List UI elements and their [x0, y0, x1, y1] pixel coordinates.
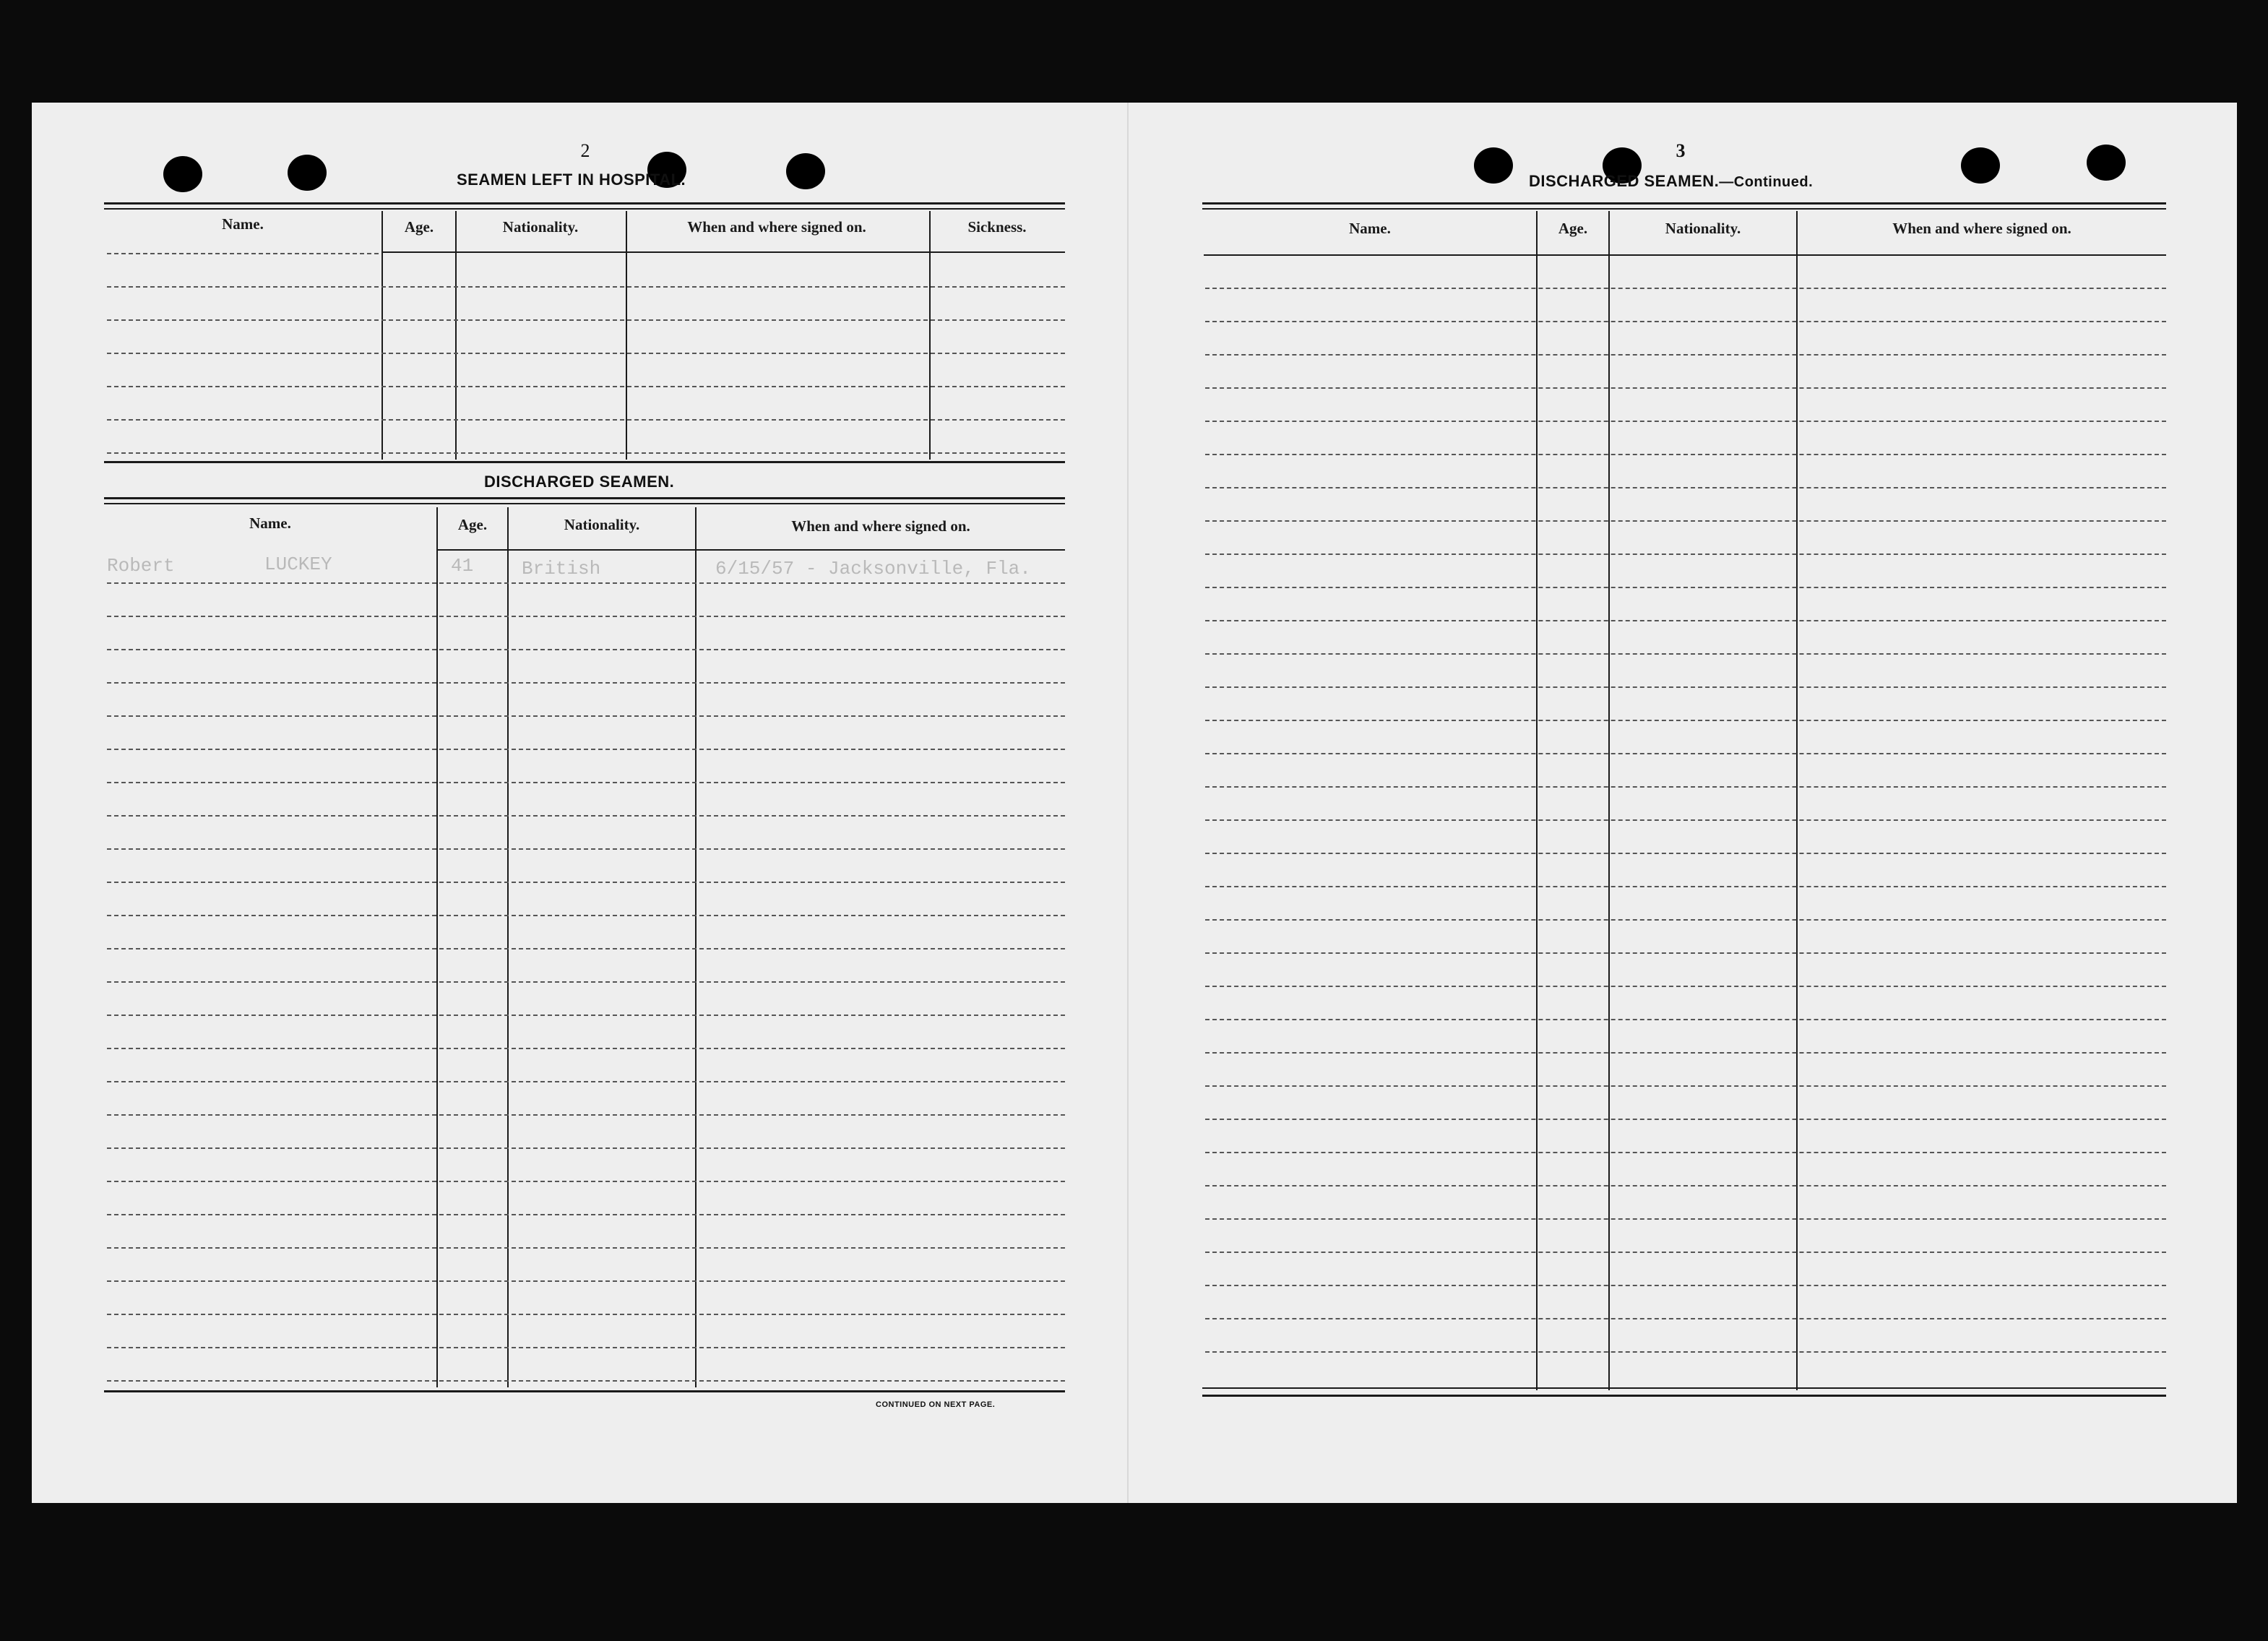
table-rule: [104, 497, 1065, 499]
right-section-title-suffix: —Continued.: [1719, 174, 1814, 190]
entry-line: [1205, 321, 2166, 322]
punch-hole: [1474, 147, 1513, 184]
column-header-nationality: Nationality.: [564, 516, 640, 533]
entry-line: [107, 815, 1065, 817]
right-section-title: [1529, 172, 1813, 191]
punch-hole: [288, 155, 327, 191]
right-section-title-text: DISCHARGED SEAMEN.: [1529, 172, 1720, 190]
entry-line: [107, 419, 1065, 421]
entry-line: [107, 1247, 1065, 1249]
hospital-section-title: SEAMEN LEFT IN HOSPITAL.: [457, 171, 686, 189]
seaman-age: 41: [451, 555, 474, 577]
page-fold: [1127, 103, 1129, 1503]
entry-line: [107, 1081, 1065, 1082]
entry-line: [1205, 1351, 2166, 1353]
entry-line: [107, 1048, 1065, 1049]
column-divider: [455, 211, 457, 460]
seaman-first-name: Robert: [107, 555, 175, 577]
entry-line: [1205, 786, 2166, 788]
entry-line: [1205, 1052, 2166, 1054]
seaman-signed-on: 6/15/57 - Jacksonville, Fla.: [715, 558, 1031, 580]
entry-line: [1205, 853, 2166, 854]
column-header-age: Age.: [404, 218, 434, 236]
entry-line: [1205, 1019, 2166, 1020]
entry-line: [107, 915, 1065, 916]
entry-line: [1205, 288, 2166, 289]
entry-line: [107, 1314, 1065, 1315]
entry-line: [107, 749, 1065, 750]
table-rule: [104, 208, 1065, 210]
table-rule: [104, 461, 1065, 463]
table-rule: [1202, 208, 2166, 210]
entry-line: [1205, 520, 2166, 522]
column-header-signed-on: When and where signed on.: [687, 218, 866, 236]
entry-line: [1205, 487, 2166, 488]
entry-line: [1205, 819, 2166, 821]
entry-line: [1205, 720, 2166, 721]
entry-line: [1205, 1152, 2166, 1153]
document-sheet: [32, 103, 2237, 1503]
entry-line: [107, 319, 1065, 321]
entry-line: [107, 1114, 1065, 1116]
entry-line: [107, 616, 1065, 617]
column-header-nationality: Nationality.: [1665, 220, 1741, 237]
punch-hole: [2087, 145, 2126, 181]
column-header-age: Age.: [457, 516, 488, 533]
entry-line: [1205, 1252, 2166, 1253]
column-header-nationality: Nationality.: [502, 218, 579, 236]
entry-line: [1205, 354, 2166, 356]
header-rule: [383, 251, 1065, 253]
entry-line: [1205, 587, 2166, 588]
entry-line: [1205, 1085, 2166, 1087]
entry-line: [1205, 1185, 2166, 1186]
entry-line: [107, 582, 1065, 584]
column-divider: [626, 211, 627, 460]
entry-line: [107, 353, 1065, 354]
table-rule: [1202, 202, 2166, 204]
entry-line: [1205, 886, 2166, 887]
header-rule: [438, 549, 1065, 551]
entry-line: [1205, 620, 2166, 621]
entry-line: [107, 682, 1065, 684]
table-rule: [104, 1390, 1065, 1392]
entry-line: [107, 1214, 1065, 1215]
table-rule: [1202, 1387, 2166, 1389]
entry-line: [1205, 753, 2166, 754]
entry-line: [107, 782, 1065, 783]
entry-line: [1205, 653, 2166, 655]
entry-line: [107, 286, 1065, 288]
seaman-last-name: LUCKEY: [264, 554, 332, 575]
entry-line: [107, 948, 1065, 949]
entry-line: [107, 1015, 1065, 1016]
entry-line: [107, 1280, 1065, 1282]
continued-note: CONTINUED ON NEXT PAGE.: [876, 1400, 996, 1409]
column-header-signed-on: When and where signed on.: [791, 517, 970, 535]
column-header-name: Name.: [249, 514, 291, 532]
column-header-age: Age.: [1558, 220, 1588, 237]
header-rule: [1204, 254, 2166, 256]
punch-hole: [786, 153, 825, 189]
page-number: 2: [580, 140, 590, 161]
entry-line: [107, 848, 1065, 850]
entry-line: [1205, 952, 2166, 954]
entry-line: [1205, 1218, 2166, 1220]
entry-line: [1205, 1285, 2166, 1286]
column-divider: [695, 507, 697, 1387]
seaman-nationality: British: [522, 558, 601, 580]
entry-line: [1205, 686, 2166, 688]
entry-line: [107, 1147, 1065, 1149]
entry-line: [1205, 1318, 2166, 1319]
column-divider: [381, 211, 383, 460]
table-rule: [1202, 1395, 2166, 1397]
column-divider: [929, 211, 931, 460]
column-header-name: Name.: [222, 215, 264, 233]
entry-line: [1205, 454, 2166, 455]
entry-line: [107, 1380, 1065, 1382]
entry-line: [107, 1347, 1065, 1348]
entry-line: [107, 715, 1065, 717]
entry-line: [1205, 919, 2166, 921]
entry-line: [107, 1181, 1065, 1182]
entry-line: [107, 452, 1065, 454]
column-header-signed-on: When and where signed on.: [1892, 220, 2071, 237]
page-number: 3: [1676, 140, 1686, 161]
entry-line: [107, 649, 1065, 650]
entry-line: [107, 253, 379, 254]
entry-line: [1205, 986, 2166, 987]
punch-hole: [1961, 147, 2000, 184]
column-divider: [507, 507, 509, 1387]
table-rule: [104, 202, 1065, 204]
entry-line: [1205, 1119, 2166, 1120]
entry-line: [1205, 387, 2166, 389]
entry-line: [107, 882, 1065, 883]
entry-line: [107, 386, 1065, 387]
entry-line: [1205, 554, 2166, 555]
entry-line: [1205, 421, 2166, 422]
table-rule: [104, 503, 1065, 504]
discharged-section-title: DISCHARGED SEAMEN.: [484, 473, 675, 491]
column-divider: [436, 507, 438, 1387]
column-header-sickness: Sickness.: [967, 218, 1027, 236]
entry-line: [107, 981, 1065, 983]
punch-hole: [163, 156, 202, 192]
column-header-name: Name.: [1349, 220, 1391, 237]
